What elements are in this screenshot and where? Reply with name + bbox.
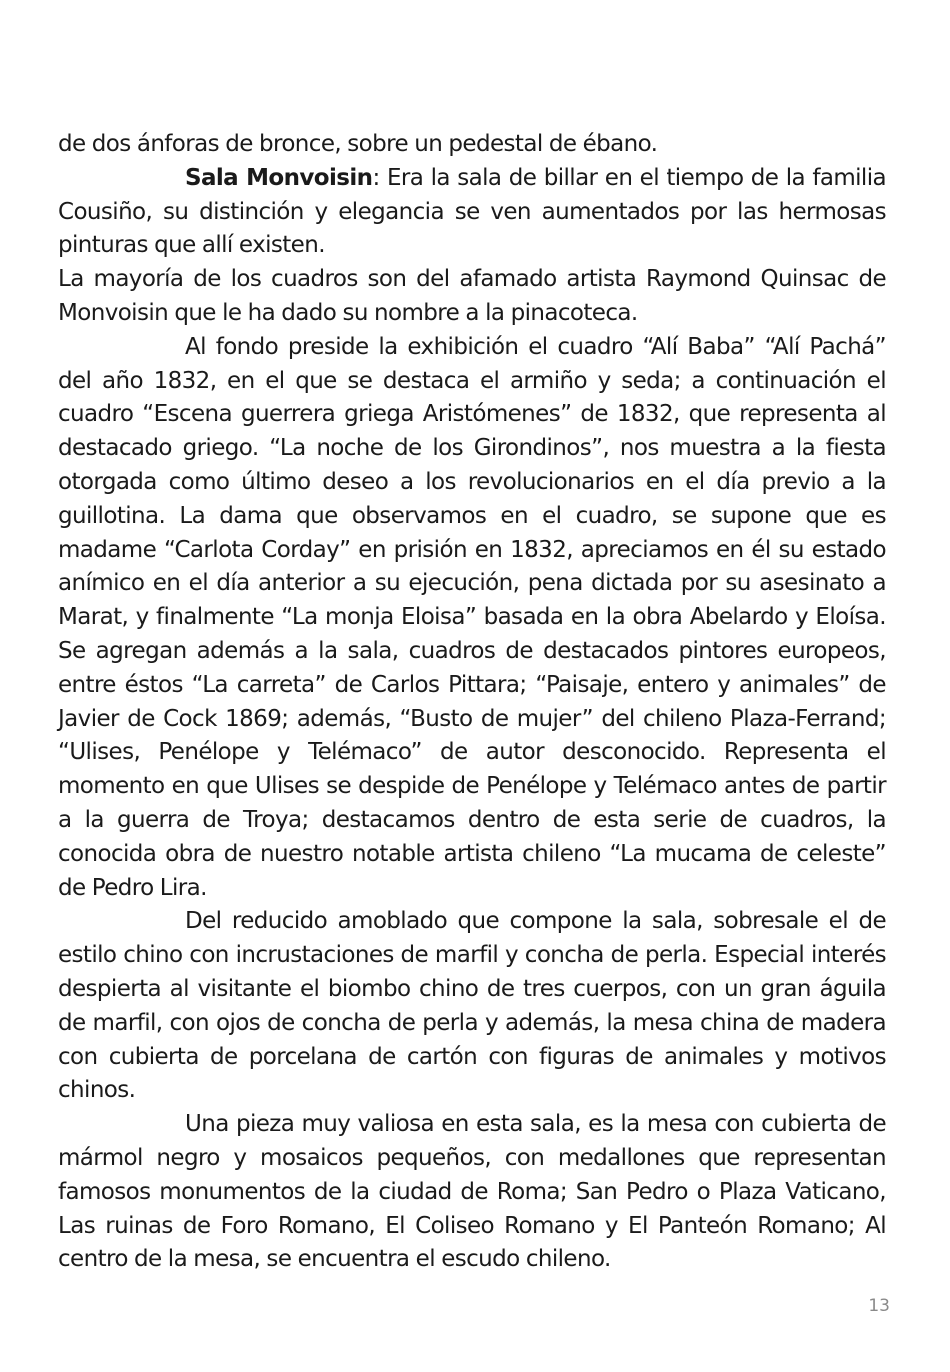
- body-text: [58, 128, 886, 1277]
- paragraph-2-text: : Era la sala de billar en el tiempo de la familia Cousiño, su distinción y elegancia se ven aumentados por las hermosas pinturas que allí existen.: [58, 164, 886, 259]
- paragraph-3: La mayoría de los cuadros son del afamado artista Raymond Quinsac de Monvoisin que le ha dado su nombre a la pinacoteca.: [58, 266, 886, 326]
- paragraph-5: Del reducido amoblado que compone la sala, sobresale el de estilo chino con incrustaciones de marfil y concha de perla. Especial interés despierta al visitante el biombo chino de tres cuerpos, con un gran águila de marfil, con ojos de concha de perla y además, la mesa china de madera con cubierta de porcelana de cartón con figuras de animales y motivos chinos.: [58, 908, 886, 1104]
- paragraph-6: Una pieza muy valiosa en esta sala, es la mesa con cubierta de mármol negro y mosaicos pequeños, con medallones que representan famosos monumentos de la ciudad de Roma; San Pedro o Plaza Vaticano, Las ruinas de Foro Romano, El Coliseo Romano y El Panteón Romano; Al centro de la mesa, se encuentra el escudo chileno.: [58, 1111, 886, 1273]
- paragraph-4: Al fondo preside la exhibición el cuadro “Alí Baba” “Alí Pachá” del año 1832, en el que se destaca el armiño y seda; a continuación el cuadro “Escena guerrera griega Aristómenes” de 1832, que representa al destacado griego. “La noche de los Girondinos”, nos muestra a la fiesta otorgada como último deseo a los revolucionarios en el día previo a la guillotina. La dama que observamos en el cuadro, se supone que es madame “Carlota Corday” en prisión en 1832, apreciamos en él su estado anímico en el día anterior a su ejecución, pena dictada por su asesinato a Marat, y finalmente “La monja Eloisa” basada en la obra Abelardo y Eloísa. Se agregan además a la sala, cuadros de destacados pintores europeos, entre éstos “La carreta” de Carlos Pittara; “Paisaje, entero y animales” de Javier de Cock 1869; además, “Busto de mujer” del chileno Plaza-Ferrand; “Ulises, Penélope y Telémaco” de autor desconocido. Representa el momento en que Ulises se despide de Penélope y Telémaco antes de partir a la guerra de Troya; destacamos dentro de esta serie de cuadros, la conocida obra de nuestro notable artista chileno “La mucama de celeste” de Pedro Lira.: [58, 333, 886, 901]
- section-heading-sala-monvoisin: Sala Monvoisin: [185, 164, 373, 191]
- paragraph-2: [58, 162, 886, 263]
- paragraph-1: de dos ánforas de bronce, sobre un pedestal de ébano.: [58, 131, 658, 157]
- page-number: 13: [868, 1296, 890, 1316]
